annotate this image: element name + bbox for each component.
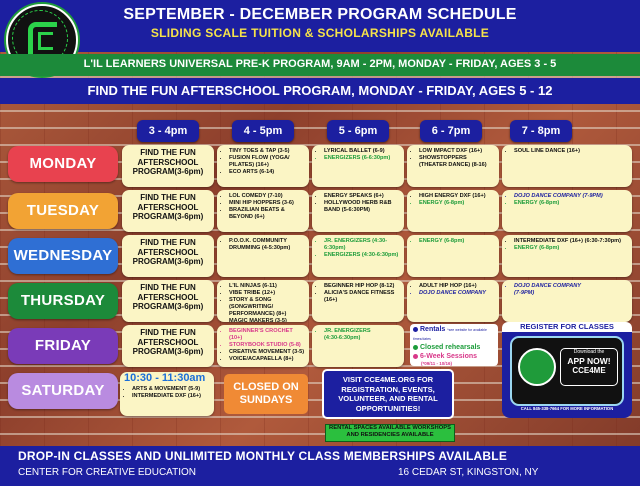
class-item: • BRAZILIAN BEATS & BEYOND (6+) <box>229 207 305 221</box>
class-item: • ENERGIZERS (4:30-6:30pm) <box>324 252 400 259</box>
footer-memberships: DROP-IN CLASSES AND UNLIMITED MONTHLY CLASS MEMBERSHIPS AVAILABLE <box>18 449 508 463</box>
friday-5pm-cell <box>312 325 404 367</box>
class-item: • STORY & SONG (SONGWRITING/ PERFORMANCE) (8+) <box>229 297 305 318</box>
class-item: • VIBE TRIBE (12+) <box>229 290 305 297</box>
ftf-monday: FIND THE FUN AFTERSCHOOL PROGRAM(3-6pm) <box>122 145 214 187</box>
day-saturday: SATURDAY <box>8 373 118 409</box>
class-item: • DOJO DANCE COMPANY <box>419 290 495 297</box>
class-item: • HIGH ENERGY DXF (16+) <box>419 193 495 200</box>
class-item: • ENERGIZERS (6-6:30pm) <box>324 155 400 162</box>
closed-dot-icon <box>413 345 418 350</box>
find-the-fun-text: FIND THE FUN AFTERSCHOOL PROGRAM, MONDAY - FRIDAY, AGES 5 - 12 <box>87 83 553 98</box>
sessions-dates: (*09/11 - 10/16) <box>421 361 453 366</box>
brand-label: CCE4ME <box>572 366 606 375</box>
download-app-button[interactable] <box>560 348 618 386</box>
class-item: • STORYBOOK STUDIO (5-8) <box>229 342 305 349</box>
day-monday: MONDAY <box>8 146 118 182</box>
class-item: • SOUL LINE DANCE (16+) <box>514 148 628 155</box>
class-item-time: (4:30-6:30pm) <box>324 335 361 341</box>
time-header-7pm: 7 - 8pm <box>510 120 572 142</box>
time-header-3pm: 3 - 4pm <box>137 120 199 142</box>
closed-sundays-badge: CLOSED ON SUNDAYS <box>224 374 308 414</box>
class-item: • FUSION FLOW (YOGA/ PILATES) (16+) <box>229 155 305 169</box>
class-item: • L'IL NINJAS (6-11) <box>229 283 305 290</box>
sessions-dot-icon <box>413 354 418 359</box>
class-item: • MAGIC MAKERS (3-5) <box>229 318 305 322</box>
app-now-label: APP NOW! <box>567 356 611 366</box>
page-subtitle: SLIDING SCALE TUITION & SCHOLARSHIPS AVAILABLE <box>150 26 490 40</box>
saturday-time: 10:30 - 11:30am <box>124 372 206 384</box>
page-title: SEPTEMBER - DECEMBER PROGRAM SCHEDULE <box>123 6 517 23</box>
class-item: • ALICIA'S DANCE FITNESS (16+) <box>324 290 400 304</box>
class-item: • BEGINNER'S CROCHET (10+) <box>229 328 305 342</box>
class-item: • TINY TOES & TAP (3-5) <box>229 148 305 155</box>
monday-7pm-cell <box>502 145 632 187</box>
class-item: • INTERMEDIATE DXF (16+) <box>132 393 210 400</box>
class-item: • ECO ARTS (6-14) <box>229 169 305 176</box>
class-item: • HOLLYWOOD HERB R&B BAND (5-6:30PM) <box>324 200 400 214</box>
class-item: • MINI HIP HOPPERS (3-6) <box>229 200 305 207</box>
class-item: • SHOWSTOPPERS (THEATER DANCE) (8-16) <box>419 155 495 169</box>
class-item: • LOL COMEDY (7-10) <box>229 193 305 200</box>
class-item: • VOICE/ACAPAELLA (8+) <box>229 356 305 363</box>
class-item-time: (7-9PM) <box>514 290 535 296</box>
tuesday-5pm-cell <box>312 190 404 232</box>
class-item: • LYRICAL BALLET (6-9) <box>324 148 400 155</box>
day-tuesday: TUESDAY <box>8 193 118 229</box>
wednesday-4pm-cell <box>217 235 309 277</box>
class-item: • CREATIVE MOVEMENT (3-5) <box>229 349 305 356</box>
tuesday-7pm-cell <box>502 190 632 232</box>
register-title: REGISTER FOR CLASSES <box>502 322 632 332</box>
monday-4pm-cell <box>217 145 309 187</box>
thursday-6pm-cell <box>407 280 499 322</box>
day-wednesday: WEDNESDAY <box>8 238 118 274</box>
class-item: • P.O.O.K. COMMUNITY DRUMMING (4-5:30pm) <box>229 238 305 252</box>
class-item: • BEGINNER HIP HOP (8-12) <box>324 283 400 290</box>
time-header-6pm: 6 - 7pm <box>420 120 482 142</box>
legend-box <box>410 324 498 366</box>
wednesday-5pm-cell <box>312 235 404 277</box>
class-item: • ENERGY (6-8pm) <box>419 200 495 207</box>
lil-learners-text: L'IL LEARNERS UNIVERSAL PRE-K PROGRAM, 9AM - 2PM, MONDAY - FRIDAY, AGES 3 - 5 <box>83 58 557 70</box>
logo-inner-c-icon <box>38 32 53 50</box>
ftf-thursday: FIND THE FUN AFTERSCHOOL PROGRAM(3-6pm) <box>122 280 214 322</box>
ftf-friday: FIND THE FUN AFTERSCHOOL PROGRAM(3-6pm) <box>122 325 214 367</box>
class-item: • JR. ENERGIZERS <box>324 328 400 335</box>
day-thursday: THURSDAY <box>8 283 118 319</box>
rental-spaces-banner: RENTAL SPACES AVAILABLE WORKSHOPS AND RESIDENCIES AVAILABLE <box>325 424 455 442</box>
footer-org: CENTER FOR CREATIVE EDUCATION <box>18 467 196 478</box>
class-item: • ENERGY (6-8pm) <box>514 200 628 207</box>
class-item: • DOJO DANCE COMPANY (7-9PM) <box>514 193 628 200</box>
class-item: • ENERGY (6-8pm) <box>419 238 495 245</box>
legend-sessions: 6-Week Sessions <box>413 352 495 361</box>
tuesday-4pm-cell <box>217 190 309 232</box>
legend-rentals: Rentals *see website for available times/dates <box>413 326 487 341</box>
class-item: • JR. ENERGIZERS (4:30-6:30pm) <box>324 238 400 252</box>
app-logo-icon <box>518 348 556 386</box>
class-item: • ADULT HIP HOP (16+) <box>419 283 495 290</box>
class-item: • LOW IMPACT DXF (16+) <box>419 148 495 155</box>
rentals-note: *see website for available times/dates <box>413 328 487 341</box>
wednesday-6pm-cell <box>407 235 499 277</box>
legend-closed: Closed rehearsals <box>413 343 495 352</box>
monday-5pm-cell <box>312 145 404 187</box>
thursday-4pm-cell <box>217 280 309 322</box>
friday-4pm-cell <box>217 325 309 367</box>
wednesday-7pm-cell <box>502 235 632 277</box>
tuesday-6pm-cell <box>407 190 499 232</box>
time-header-5pm: 5 - 6pm <box>327 120 389 142</box>
register-footer: CALL 845-338-7664 FOR MORE INFORMATION <box>520 406 614 411</box>
footer-address: 16 CEDAR ST, KINGSTON, NY <box>398 467 539 478</box>
phone-icon <box>510 336 624 406</box>
saturday-class-cell <box>120 372 214 416</box>
register-panel[interactable] <box>502 322 632 418</box>
class-item: • INTERMEDIATE DXF (16+) (6:30-7:30pm) <box>514 238 628 245</box>
class-item: • ENERGY SPEAKS (6+) <box>324 193 400 200</box>
download-label: Download the <box>573 349 605 355</box>
class-item: • ENERGY (6-8pm) <box>514 245 628 252</box>
rentals-dot-icon <box>413 327 418 332</box>
ftf-wednesday: FIND THE FUN AFTERSCHOOL PROGRAM(3-6pm) <box>122 235 214 277</box>
time-header-4pm: 4 - 5pm <box>232 120 294 142</box>
thursday-5pm-cell <box>312 280 404 322</box>
thursday-7pm-cell <box>502 280 632 322</box>
class-item: • ARTS & MOVEMENT (5-9) <box>132 386 210 393</box>
class-item: • DOJO DANCE COMPANY <box>514 283 628 290</box>
day-friday: FRIDAY <box>8 328 118 364</box>
ftf-tuesday: FIND THE FUN AFTERSCHOOL PROGRAM(3-6pm) <box>122 190 214 232</box>
monday-6pm-cell <box>407 145 499 187</box>
visit-website-link[interactable]: VISIT CCE4ME.ORG FOR REGISTRATION, EVENTS, VOLUNTEER, AND RENTAL OPPORTUNITIES! <box>322 369 454 419</box>
